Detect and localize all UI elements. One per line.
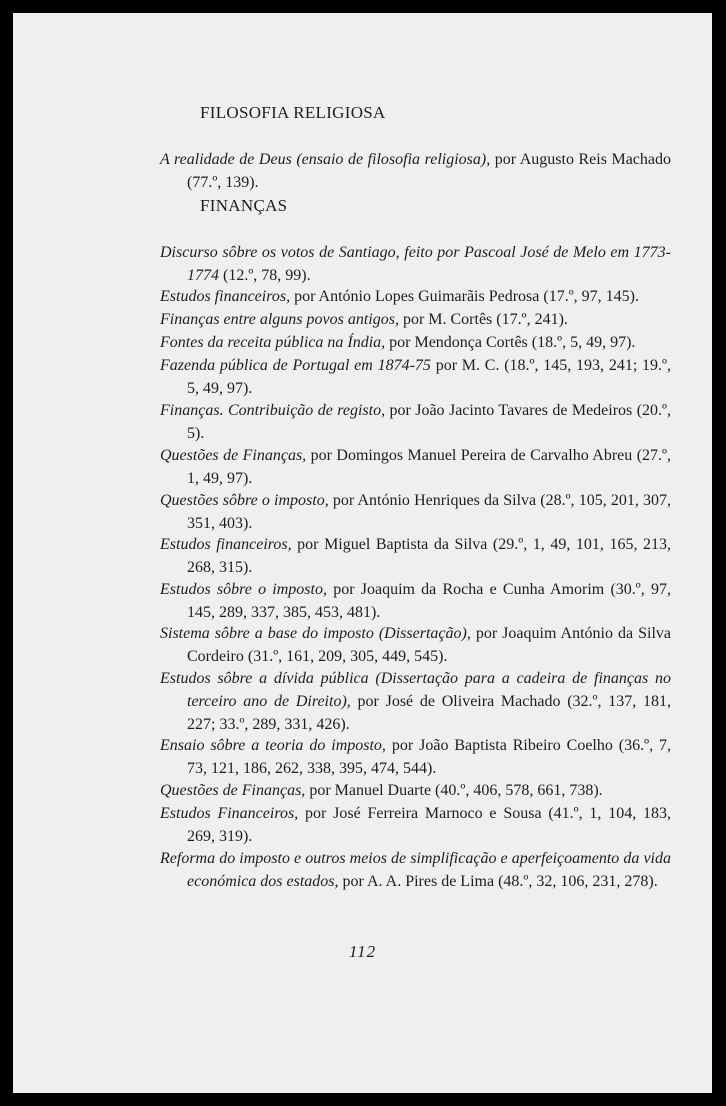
entry-title: Estudos sôbre a dívida pública (Dissertação para a cadeira de finanças no terceiro ano de Direito), bbox=[160, 670, 671, 710]
entry-details: por Joaquim António da Silva Cordeiro (31.º, 161, 209, 305, 449, 545). bbox=[187, 625, 671, 665]
section-heading-financas: FINANÇAS bbox=[200, 196, 288, 215]
entry-details: por Mendonça Cortês (18.º, 5, 49, 97). bbox=[385, 334, 636, 351]
entry-details: por José de Oliveira Machado (32.º, 137, 181, 227; 33.º, 289, 331, 426). bbox=[187, 693, 671, 733]
entry-title: Estudos sôbre o imposto, bbox=[160, 581, 327, 598]
entry-details: por João Baptista Ribeiro Coelho (36.º, 7, 73, 121, 186, 262, 338, 395, 474, 544). bbox=[187, 737, 672, 777]
bibliography-entry bbox=[160, 444, 671, 490]
entry-details: por M. C. (18.º, 145, 193, 241; 19.º, 5, 49, 97). bbox=[187, 357, 671, 397]
section-heading-filosofia-religiosa: FILOSOFIA RELIGIOSA bbox=[200, 103, 386, 122]
entry-details: por Manuel Duarte (40.º, 406, 578, 661, 738). bbox=[305, 782, 603, 799]
entry-details: (12.º, 78, 99). bbox=[219, 267, 311, 284]
bibliography-entry bbox=[160, 734, 671, 780]
page-number: 112 bbox=[348, 942, 377, 961]
entry-details: por António Lopes Guimarãis Pedrosa (17.º, 97, 145). bbox=[290, 288, 639, 305]
entry-title: Estudos financeiros, bbox=[160, 536, 292, 553]
bibliography-entry bbox=[160, 285, 671, 308]
book-page bbox=[13, 13, 712, 1093]
entry-title: Fontes da receita pública na Índia, bbox=[160, 334, 386, 351]
bibliography-entry bbox=[160, 847, 671, 893]
entry-title: Ensaio sôbre a teoria do imposto, bbox=[160, 737, 386, 754]
entry-title: Estudos Financeiros, bbox=[160, 805, 299, 822]
bibliography-entry bbox=[160, 354, 671, 400]
entry-details: por António Henriques da Silva (28.º, 105, 201, 307, 351, 403). bbox=[187, 492, 671, 532]
bibliography-entry bbox=[160, 148, 671, 194]
entry-title: Reforma do imposto e outros meios de simplificação e aperfeiçoamento da vida económica dos estados, bbox=[160, 850, 671, 890]
entry-details: por Augusto Reis Machado (77.º, 139). bbox=[187, 151, 671, 191]
entry-details: por José Ferreira Marnoco e Sousa (41.º, 1, 104, 183, 269, 319). bbox=[187, 805, 672, 845]
entry-details: por Domingos Manuel Pereira de Carvalho Abreu (27.º, 1, 49, 97). bbox=[187, 447, 671, 487]
entry-title: Questões sôbre o imposto, bbox=[160, 492, 329, 509]
bibliography-entry bbox=[160, 533, 671, 579]
entry-title: Finanças. Contribuição de registo, bbox=[160, 402, 386, 419]
bibliography-entry bbox=[160, 578, 671, 624]
bibliography-entry bbox=[160, 489, 671, 535]
bibliography-entry bbox=[160, 331, 671, 354]
entry-title: Estudos financeiros, bbox=[160, 288, 291, 305]
entry-title: Questões de Finanças, bbox=[160, 447, 307, 464]
bibliography-entry bbox=[160, 241, 671, 287]
bibliography-entry bbox=[160, 779, 671, 802]
entry-title: Sistema sôbre a base do imposto (Dissertação), bbox=[160, 625, 471, 642]
bibliography-entry bbox=[160, 622, 671, 668]
bibliography-entry bbox=[160, 802, 671, 848]
entry-details: por Joaquim da Rocha e Cunha Amorim (30.º, 97, 145, 289, 337, 385, 453, 481). bbox=[187, 581, 671, 621]
entry-details: por Miguel Baptista da Silva (29.º, 1, 49, 101, 165, 213, 268, 315). bbox=[187, 536, 671, 576]
entry-title: Fazenda pública de Portugal em 1874-75 bbox=[160, 357, 431, 374]
entry-details: por M. Cortês (17.º, 241). bbox=[398, 311, 568, 328]
entry-details: por João Jacinto Tavares de Medeiros (20.º, 5). bbox=[187, 402, 671, 442]
entry-title: Finanças entre alguns povos antigos, bbox=[160, 311, 399, 328]
entry-title: Discurso sôbre os votos de Santiago, feito por Pascoal José de Melo em 1773-1774 bbox=[160, 244, 671, 284]
entry-title: A realidade de Deus (ensaio de filosofia religiosa), bbox=[160, 151, 491, 168]
entry-title: Questões de Finanças, bbox=[160, 782, 306, 799]
bibliography-entry bbox=[160, 399, 671, 445]
bibliography-entry bbox=[160, 667, 671, 736]
bibliography-entry bbox=[160, 308, 671, 331]
entry-details: por A. A. Pires de Lima (48.º, 32, 106, 231, 278). bbox=[338, 873, 658, 890]
